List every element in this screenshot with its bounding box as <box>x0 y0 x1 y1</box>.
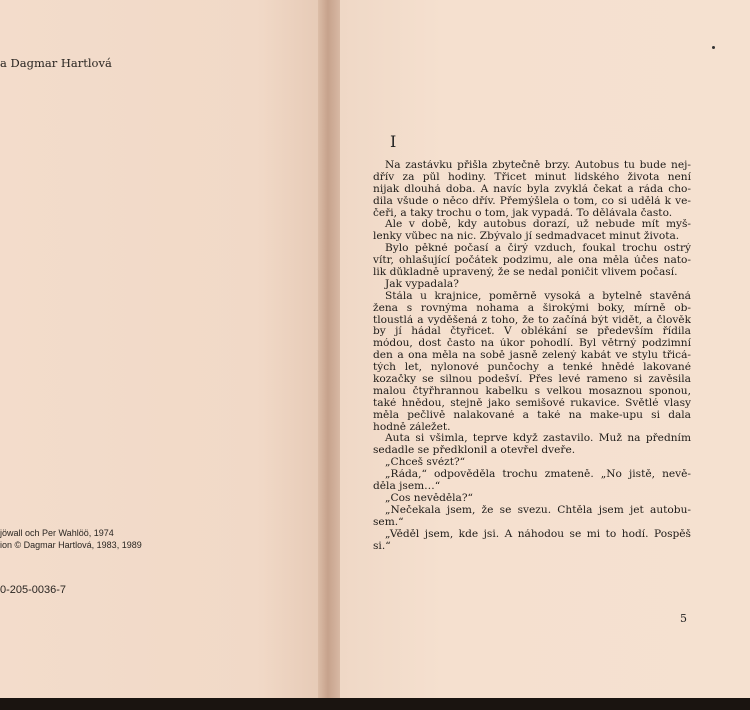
text-line: Na zastávku přišla zbytečně brzy. Autobus tu bude nej- <box>385 160 691 171</box>
author-credit-fragment: a Dagmar Hartlová <box>0 56 112 70</box>
text-line: malou čtyřhrannou kabelku s velkou mosaznou sponou, <box>373 385 691 397</box>
text-line: sedadle se předklonil a otevřel dveře. <box>373 445 576 457</box>
chapter-body-text <box>373 160 691 552</box>
text-line: čeři, a taky trochu o tom, jak vypadá. To dělávala často. <box>373 207 673 219</box>
text-line: módou, dost často na úkor pohodlí. Byl větrný podzimní <box>373 338 691 350</box>
text-line: tých let, nylonové punčochy a tenké hnědé lakované <box>373 362 691 374</box>
text-line: „Nečekala jsem, že se svezu. Chtěla jsem jet autobu- <box>385 504 691 516</box>
text-line: si.“ <box>373 540 391 552</box>
text-line: tloustlá a vyděšená z toho, že to začíná být vidět, a člověk <box>373 314 691 326</box>
text-line: sem.“ <box>373 516 404 528</box>
text-line: Bylo pěkné počasí a čirý vzduch, foukal trochu ostrý <box>385 243 691 255</box>
text-line: měla pečlivě nalakované a také na make-upu si dala <box>373 409 691 421</box>
text-line: žena s rovnýma nohama a širokými boky, mírně ob- <box>373 302 691 314</box>
copyright-line-translation: ion © Dagmar Hartlová, 1983, 1989 <box>0 540 142 550</box>
text-line: den a ona měla na sobě jasně zelený kabát ve stylu třicá- <box>373 350 691 362</box>
book-gutter <box>318 0 340 700</box>
paper-speck <box>712 46 715 49</box>
text-line: „Cos nevěděla?“ <box>385 492 473 504</box>
text-line: Ale v době, kdy autobus dorazí, už nebude mít myš- <box>385 219 691 231</box>
text-line: „Věděl jsem, kde jsi. A náhodou se mi to hodí. Pospěš <box>385 528 691 540</box>
chapter-number: I <box>390 132 397 151</box>
text-line: „Ráda,“ odpověděla trochu zmateně. „No jistě, nevě- <box>385 469 691 481</box>
text-line: lik důkladně upravený, že se nedal poničit vlivem počasí. <box>373 267 678 279</box>
text-line: kozačky se silnou podešví. Přes levé rameno si zavěsila <box>373 374 691 386</box>
text-line: „Chceš svézt?“ <box>385 457 466 469</box>
show-through-print <box>8 150 308 330</box>
left-page <box>0 0 322 700</box>
text-line: Stála u krajnice, poměrně vysoká a bytelně stavěná <box>385 290 691 302</box>
text-line: nijak dlouhá doba. A navíc byla zvyklá čekat a ráda cho- <box>373 183 691 195</box>
text-line: by jí hádal čtyřicet. V oblékání se především řídila <box>373 326 691 338</box>
text-line: hodně záležet. <box>373 421 451 433</box>
text-line: děla jsem…“ <box>373 481 441 493</box>
page-number: 5 <box>680 612 687 625</box>
isbn-fragment: 0-205-0036-7 <box>0 584 67 596</box>
text-line: vítr, ohlašující počátek podzimu, ale ona měla účes nato- <box>373 255 691 267</box>
text-line: lenky vůbec na nic. Zbývalo jí sedmadvacet minut života. <box>373 231 680 243</box>
text-line: dřív za půl hodiny. Třicet minut lidského života není <box>373 171 691 183</box>
text-line: Jak vypadala? <box>385 278 459 290</box>
text-line: dila všude o něco dřív. Přemýšlela o tom, co si udělá k ve- <box>373 195 691 207</box>
text-line: také hnědou, stejně jako semišové rukavice. Světlé vlasy <box>373 397 691 409</box>
scan-bottom-edge <box>0 698 750 710</box>
copyright-line-original: jöwall och Per Wahlöö, 1974 <box>0 528 114 538</box>
text-line: Auta si všimla, teprve když zastavilo. Muž na předním <box>385 433 691 445</box>
